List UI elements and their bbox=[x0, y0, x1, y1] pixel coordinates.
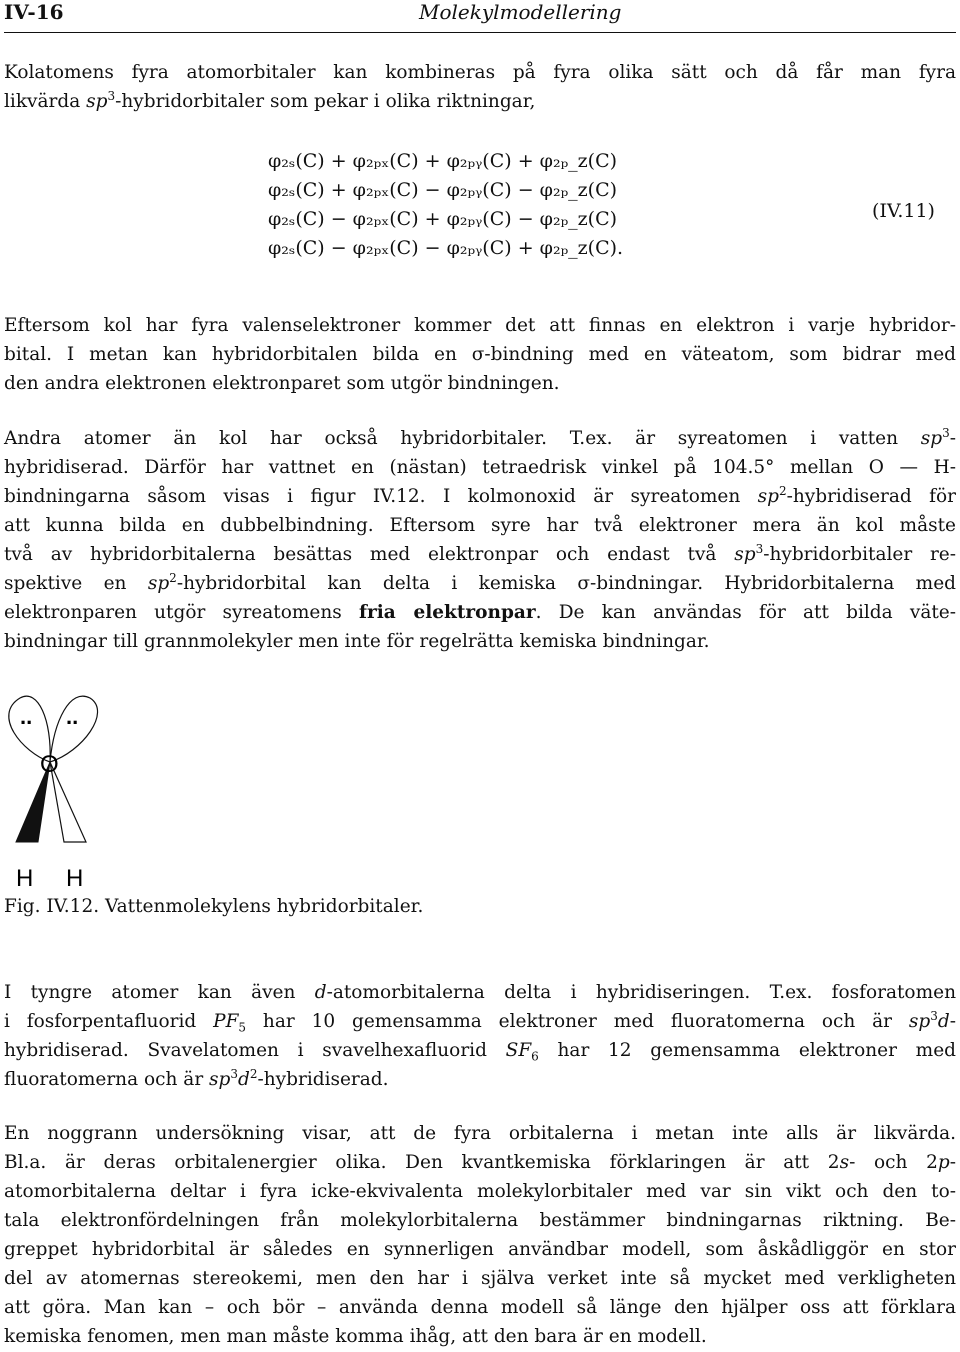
hydrogen-label-left: H bbox=[16, 865, 34, 890]
p2-line-3: bindningarna såsom visas i figur IV.12. I kolmonoxid är syreatomen $sp^2$-hybridiserad för bbox=[4, 483, 956, 507]
p1-line-2: bital. I metan kan hybridorbitalen bilda en σ-bindning med en väteatom, som bidrar med bbox=[4, 344, 956, 365]
lone-pair-dots-left: .. bbox=[20, 704, 33, 729]
paragraph-1 bbox=[4, 311, 956, 398]
intro-paragraph bbox=[4, 58, 956, 116]
paragraph-2 bbox=[4, 424, 956, 656]
p4-line-1: En noggrann undersökning visar, att de fyra orbitalerna i metan inte alls är likvärda. bbox=[4, 1123, 956, 1144]
p2-line-6: spektive en $sp^2$-hybridorbital kan delta i kemiska σ-bindningar. Hybridorbitalerna med bbox=[4, 570, 956, 594]
intro-line-2: likvärda $sp^3$-hybridorbitaler som pekar i olika riktningar, bbox=[4, 88, 536, 112]
intro-line-1: Kolatomens fyra atomorbitaler kan kombineras på fyra olika sätt och då får man fyra bbox=[4, 62, 956, 83]
p4-line-5: greppet hybridorbital är således en synnerligen användbar modell, som åskådliggör en stor bbox=[4, 1239, 956, 1260]
equation-block bbox=[268, 147, 698, 263]
equation-row-1: φ₂ₛ(C) + φ₂ₚₓ(C) + φ₂ₚᵧ(C) + φ₂ₚ_z(C) bbox=[268, 150, 618, 172]
p3-line-3: hybridiserad. Svavelatomen i svavelhexafluorid $SF_6$ har 12 gemensamma elektroner med bbox=[4, 1040, 957, 1064]
p3-line-1: I tyngre atomer kan även d-atomorbitalerna delta i hybridiseringen. T.ex. fosforatomen bbox=[4, 982, 956, 1003]
hydrogen-label-right: H bbox=[66, 865, 84, 890]
p2-line-7: elektronparen utgör syreatomens fria elektronpar. De kan användas för att bilda väte- bbox=[4, 602, 956, 623]
p2-line-1: Andra atomer än kol har också hybridorbitaler. T.ex. är syreatomen i vatten $sp^3-$ bbox=[4, 425, 956, 449]
equation-row-2: φ₂ₛ(C) + φ₂ₚₓ(C) − φ₂ₚᵧ(C) − φ₂ₚ_z(C) bbox=[268, 179, 618, 201]
equation-number: (IV.11) bbox=[872, 200, 935, 222]
p4-line-3: atomorbitalerna deltar i fyra icke-ekvivalenta molekylorbitaler med var sin vikt och den to- bbox=[4, 1181, 956, 1202]
p4-line-8: kemiska fenomen, men man måste komma ihåg, att den bara är en modell. bbox=[4, 1326, 707, 1347]
page-number: IV-16 bbox=[4, 0, 64, 24]
equation-row-3: φ₂ₛ(C) − φ₂ₚₓ(C) + φ₂ₚᵧ(C) − φ₂ₚ_z(C) bbox=[268, 208, 618, 230]
lone-pair-dots-right: .. bbox=[66, 704, 79, 729]
p4-line-7: att göra. Man kan – och bör – använda denna modell så länge den hjälper oss att förklara bbox=[4, 1297, 956, 1318]
figure-caption: Fig. IV.12. Vattenmolekylens hybridorbitaler. bbox=[4, 896, 424, 917]
p4-line-6: del av atomernas stereokemi, men den har i själva verket inte så mycket med verkligheten bbox=[4, 1268, 956, 1289]
p1-line-1: Eftersom kol har fyra valenselektroner kommer det att finnas en elektron i varje hybridor- bbox=[4, 315, 956, 336]
oxygen-atom-label: O bbox=[40, 751, 59, 778]
water-orbital-diagram bbox=[0, 690, 120, 890]
water-orbital-figure bbox=[0, 690, 120, 890]
p3-line-4: fluoratomerna och är $sp^3d^2$-hybridiserad. bbox=[4, 1066, 389, 1090]
paragraph-4 bbox=[4, 1119, 956, 1351]
header-rule bbox=[4, 32, 956, 33]
p1-line-3: den andra elektronen elektronparet som utgör bindningen. bbox=[4, 373, 560, 394]
p4-line-4: tala elektronfördelningen från molekylorbitalerna bestämmer bindningarnas riktning. Be- bbox=[4, 1210, 956, 1231]
p3-line-2: i fosforpentafluorid $PF_5$ har 10 gemensamma elektroner med fluoratomerna och är $sp^3d-$ bbox=[4, 1008, 956, 1035]
page-header bbox=[4, 0, 956, 26]
paragraph-3 bbox=[4, 978, 956, 1094]
running-title: Molekylmodellering bbox=[419, 0, 622, 24]
p2-line-2: hybridiserad. Därför har vattnet en (nästan) tetraedrisk vinkel på 104.5° mellan O — H- bbox=[4, 457, 956, 478]
fria-elektronpar-term: fria elektronpar bbox=[358, 602, 536, 623]
p4-line-2: Bl.a. är deras orbitalenergier olika. Den kvantkemiska förklaringen är att 2s- och 2p- bbox=[4, 1152, 956, 1173]
p2-line-8: bindningar till grannmolekyler men inte för regelrätta kemiska bindningar. bbox=[4, 631, 710, 652]
p2-line-4: att kunna bilda en dubbelbindning. Eftersom syre har två elektroner mera än kol måste bbox=[4, 515, 956, 536]
equation-row-4: φ₂ₛ(C) − φ₂ₚₓ(C) − φ₂ₚᵧ(C) + φ₂ₚ_z(C). bbox=[268, 237, 624, 259]
p2-line-5: två av hybridorbitalerna besättas med elektronpar och endast två $sp^3$-hybridorbitaler re- bbox=[4, 541, 957, 565]
